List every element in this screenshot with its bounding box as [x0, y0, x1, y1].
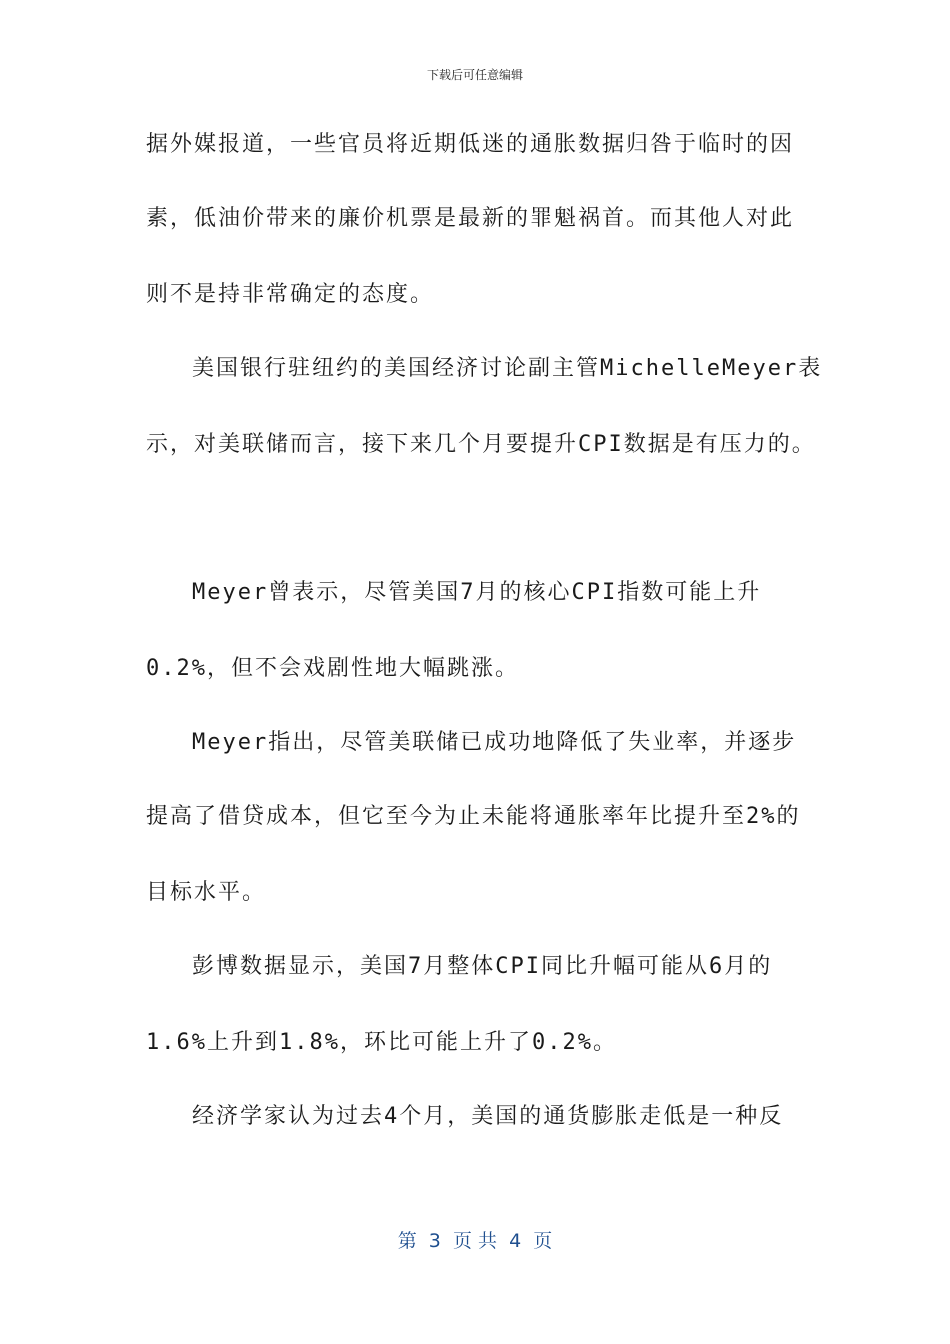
text-line: 提高了借贷成本，但它至今为止未能将通胀率年比提升至2%的	[146, 804, 801, 829]
page-number: 第 3 页 共 4 页	[397, 1230, 553, 1252]
text-line: 目标水平。	[146, 880, 267, 905]
text-line: Meyer曾表示，尽管美国7月的核心CPI指数可能上升	[192, 580, 762, 605]
text-line: 则不是持非常确定的态度。	[146, 282, 435, 307]
text-line: Meyer指出，尽管美联储已成功地降低了失业率，并逐步	[192, 730, 797, 755]
header-note: 下载后可任意编辑	[426, 68, 523, 82]
text-line: 经济学家认为过去4个月，美国的通货膨胀走低是一种反	[192, 1104, 784, 1129]
text-line: 美国银行驻纽约的美国经济讨论副主管MichelleMeyer表	[192, 356, 823, 381]
text-line: 素，低油价带来的廉价机票是最新的罪魁祸首。而其他人对此	[146, 206, 795, 231]
text-line: 1.6%上升到1.8%，环比可能上升了0.2%。	[146, 1030, 617, 1055]
text-line: 0.2%，但不会戏剧性地大幅跳涨。	[146, 656, 519, 681]
text-line: 示，对美联储而言，接下来几个月要提升CPI数据是有压力的。	[146, 432, 816, 457]
text-line: 据外媒报道，一些官员将近期低迷的通胀数据归咎于临时的因	[146, 132, 795, 157]
text-line: 彭博数据显示，美国7月整体CPI同比升幅可能从6月的	[192, 954, 773, 979]
